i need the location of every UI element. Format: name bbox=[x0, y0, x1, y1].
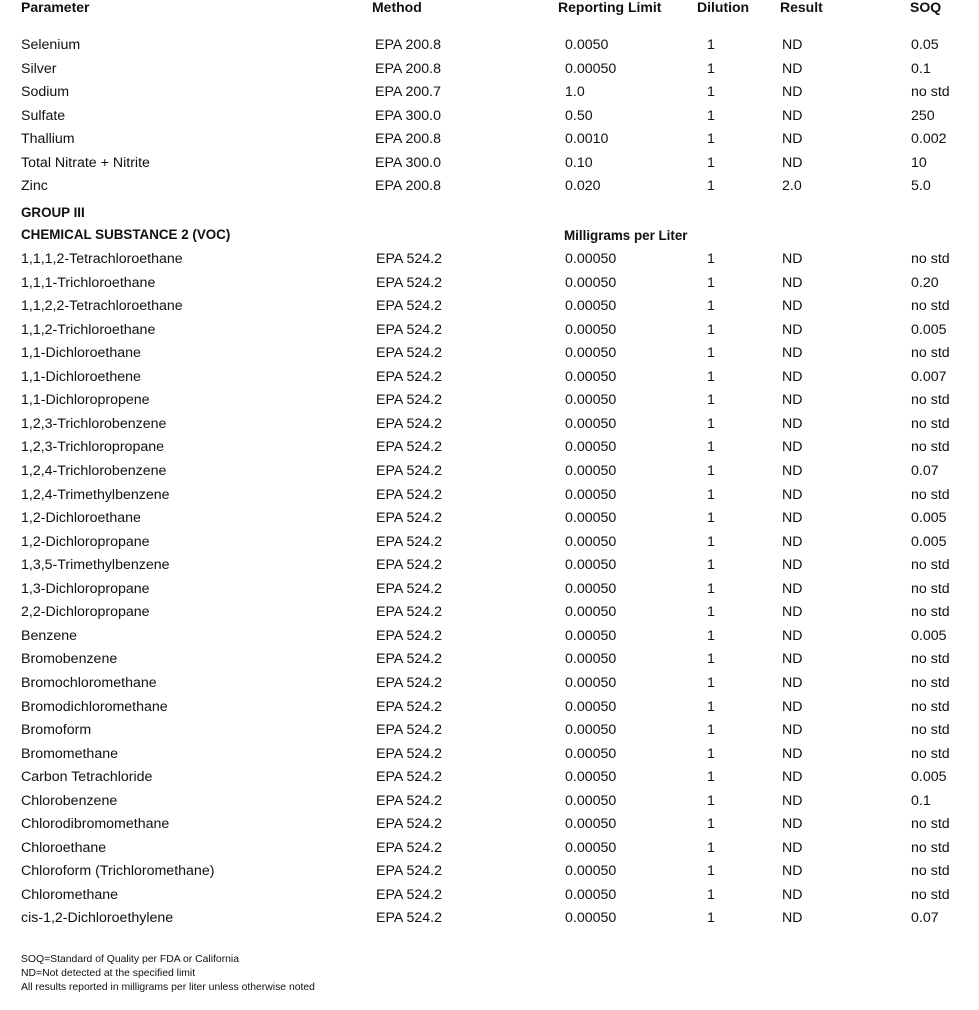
header-dilution: Dilution bbox=[697, 0, 750, 15]
cell-reporting-limit: 0.00050 bbox=[565, 722, 617, 738]
cell-dilution: 1 bbox=[707, 298, 715, 315]
cell-reporting-limit: 0.0010 bbox=[565, 131, 609, 148]
cell-reporting-limit: 0.00050 bbox=[565, 345, 617, 362]
cell-method: EPA 524.2 bbox=[376, 415, 442, 432]
cell-result: ND bbox=[782, 698, 803, 715]
cell-reporting-limit: 0.00050 bbox=[565, 863, 617, 880]
cell-method: EPA 524.2 bbox=[376, 274, 442, 291]
cell-soq: no std bbox=[911, 863, 950, 880]
cell-dilution: 1 bbox=[707, 816, 715, 833]
cell-parameter: 1,1,2,2-Tetrachloroethane bbox=[21, 298, 183, 315]
cell-parameter: Chlorobenzene bbox=[21, 792, 118, 809]
cell-method: EPA 524.2 bbox=[376, 251, 442, 267]
cell-soq: no std bbox=[911, 392, 950, 409]
cell-reporting-limit: 0.00050 bbox=[565, 816, 617, 833]
cell-dilution: 1 bbox=[707, 839, 715, 856]
cell-parameter: 1,2,3-Trichlorobenzene bbox=[21, 415, 167, 432]
cell-result: ND bbox=[782, 463, 803, 479]
cell-parameter: Bromomethane bbox=[21, 745, 118, 762]
cell-reporting-limit: 0.00050 bbox=[565, 604, 617, 621]
table-row bbox=[0, 790, 979, 813]
cell-soq: 0.05 bbox=[911, 37, 939, 53]
table-row bbox=[0, 319, 979, 342]
cell-reporting-limit: 0.00050 bbox=[565, 674, 617, 691]
table-row bbox=[0, 272, 979, 295]
table-row bbox=[0, 625, 979, 648]
cell-parameter: 1,2,4-Trichlorobenzene bbox=[21, 463, 167, 479]
cell-dilution: 1 bbox=[707, 178, 715, 195]
cell-reporting-limit: 0.0050 bbox=[565, 37, 609, 53]
cell-dilution: 1 bbox=[707, 368, 715, 385]
cell-soq: 0.005 bbox=[911, 533, 947, 550]
cell-result: ND bbox=[782, 107, 803, 124]
cell-reporting-limit: 0.00050 bbox=[565, 627, 617, 644]
cell-parameter: Thallium bbox=[21, 131, 75, 148]
cell-soq: no std bbox=[911, 674, 950, 691]
cell-reporting-limit: 0.00050 bbox=[565, 321, 617, 338]
header-parameter: Parameter bbox=[21, 0, 90, 15]
table-row bbox=[0, 413, 979, 436]
cell-parameter: Bromodichloromethane bbox=[21, 698, 168, 715]
cell-result: ND bbox=[782, 533, 803, 550]
cell-result: ND bbox=[782, 251, 803, 267]
cell-soq: 0.07 bbox=[911, 910, 939, 927]
cell-soq: 0.005 bbox=[911, 769, 947, 786]
cell-dilution: 1 bbox=[707, 392, 715, 409]
cell-dilution: 1 bbox=[707, 510, 715, 527]
cell-result: ND bbox=[782, 392, 803, 409]
cell-method: EPA 200.8 bbox=[375, 131, 441, 148]
cell-soq: no std bbox=[911, 816, 950, 833]
cell-dilution: 1 bbox=[707, 863, 715, 880]
cell-method: EPA 524.2 bbox=[376, 345, 442, 362]
cell-method: EPA 524.2 bbox=[376, 745, 442, 762]
cell-result: ND bbox=[782, 486, 803, 503]
cell-dilution: 1 bbox=[707, 674, 715, 691]
cell-reporting-limit: 0.020 bbox=[565, 178, 601, 195]
cell-dilution: 1 bbox=[707, 274, 715, 291]
table-row bbox=[0, 484, 979, 507]
table-row bbox=[0, 531, 979, 554]
cell-method: EPA 524.2 bbox=[376, 886, 442, 903]
cell-method: EPA 524.2 bbox=[376, 651, 442, 668]
cell-soq: 0.007 bbox=[911, 368, 947, 385]
table-row bbox=[0, 554, 979, 577]
cell-dilution: 1 bbox=[707, 84, 715, 101]
cell-dilution: 1 bbox=[707, 745, 715, 762]
cell-result: ND bbox=[782, 722, 803, 738]
unit-label: Milligrams per Liter bbox=[564, 228, 688, 243]
cell-reporting-limit: 0.00050 bbox=[565, 792, 617, 809]
cell-reporting-limit: 0.00050 bbox=[565, 439, 617, 456]
cell-parameter: Bromoform bbox=[21, 722, 92, 738]
table-row bbox=[0, 696, 979, 719]
cell-dilution: 1 bbox=[707, 698, 715, 715]
cell-result: ND bbox=[782, 557, 803, 574]
cell-parameter: Chloroform (Trichloromethane) bbox=[21, 863, 215, 880]
cell-method: EPA 524.2 bbox=[376, 910, 442, 927]
cell-parameter: Selenium bbox=[21, 37, 81, 53]
cell-soq: no std bbox=[911, 345, 950, 362]
cell-parameter: Bromobenzene bbox=[21, 651, 118, 668]
cell-soq: 0.1 bbox=[911, 60, 931, 77]
cell-method: EPA 524.2 bbox=[376, 439, 442, 456]
cell-result: ND bbox=[782, 37, 803, 53]
cell-reporting-limit: 0.00050 bbox=[565, 392, 617, 409]
cell-reporting-limit: 0.00050 bbox=[565, 886, 617, 903]
cell-result: ND bbox=[782, 580, 803, 597]
cell-result: ND bbox=[782, 321, 803, 338]
cell-method: EPA 200.8 bbox=[375, 178, 441, 195]
cell-method: EPA 300.0 bbox=[375, 154, 441, 171]
cell-parameter: Zinc bbox=[21, 178, 48, 195]
cell-result: ND bbox=[782, 368, 803, 385]
cell-method: EPA 200.8 bbox=[375, 60, 441, 77]
cell-parameter: Silver bbox=[21, 60, 57, 77]
table-row bbox=[0, 81, 979, 104]
table-row bbox=[0, 58, 979, 81]
group-heading: GROUP III bbox=[21, 205, 85, 220]
table-row bbox=[0, 34, 979, 57]
cell-dilution: 1 bbox=[707, 321, 715, 338]
table-row bbox=[0, 342, 979, 365]
cell-result: ND bbox=[782, 345, 803, 362]
cell-soq: 0.005 bbox=[911, 627, 947, 644]
cell-reporting-limit: 0.00050 bbox=[565, 769, 617, 786]
cell-dilution: 1 bbox=[707, 107, 715, 124]
cell-reporting-limit: 0.00050 bbox=[565, 274, 617, 291]
table-row bbox=[0, 436, 979, 459]
cell-soq: no std bbox=[911, 604, 950, 621]
cell-parameter: 1,1-Dichloropropene bbox=[21, 392, 150, 409]
cell-parameter: 1,1,1-Trichloroethane bbox=[21, 274, 156, 291]
table-row bbox=[0, 175, 979, 198]
cell-method: EPA 524.2 bbox=[376, 863, 442, 880]
cell-dilution: 1 bbox=[707, 651, 715, 668]
cell-result: ND bbox=[782, 651, 803, 668]
cell-result: ND bbox=[782, 60, 803, 77]
cell-method: EPA 524.2 bbox=[376, 792, 442, 809]
cell-method: EPA 300.0 bbox=[375, 107, 441, 124]
cell-reporting-limit: 0.00050 bbox=[565, 839, 617, 856]
table-row bbox=[0, 884, 979, 907]
cell-parameter: 1,1,1,2-Tetrachloroethane bbox=[21, 251, 183, 267]
cell-result: ND bbox=[782, 769, 803, 786]
cell-method: EPA 524.2 bbox=[376, 321, 442, 338]
cell-result: ND bbox=[782, 745, 803, 762]
cell-result: ND bbox=[782, 298, 803, 315]
cell-dilution: 1 bbox=[707, 769, 715, 786]
cell-soq: no std bbox=[911, 886, 950, 903]
cell-method: EPA 524.2 bbox=[376, 557, 442, 574]
cell-soq: 10 bbox=[911, 154, 927, 171]
cell-method: EPA 524.2 bbox=[376, 769, 442, 786]
cell-method: EPA 524.2 bbox=[376, 580, 442, 597]
cell-reporting-limit: 0.00050 bbox=[565, 298, 617, 315]
cell-result: ND bbox=[782, 674, 803, 691]
cell-soq: 0.1 bbox=[911, 792, 931, 809]
cell-reporting-limit: 0.00050 bbox=[565, 510, 617, 527]
table-row bbox=[0, 507, 979, 530]
table-row bbox=[0, 648, 979, 671]
cell-parameter: 1,1,2-Trichloroethane bbox=[21, 321, 156, 338]
cell-method: EPA 524.2 bbox=[376, 368, 442, 385]
cell-parameter: Sodium bbox=[21, 84, 70, 101]
table-row bbox=[0, 743, 979, 766]
cell-reporting-limit: 0.00050 bbox=[565, 486, 617, 503]
cell-dilution: 1 bbox=[707, 604, 715, 621]
cell-soq: no std bbox=[911, 415, 950, 432]
cell-dilution: 1 bbox=[707, 886, 715, 903]
cell-result: ND bbox=[782, 627, 803, 644]
cell-reporting-limit: 0.00050 bbox=[565, 368, 617, 385]
cell-method: EPA 524.2 bbox=[376, 674, 442, 691]
cell-result: ND bbox=[782, 439, 803, 456]
cell-parameter: 1,3,5-Trimethylbenzene bbox=[21, 557, 170, 574]
cell-parameter: 1,1-Dichloroethene bbox=[21, 368, 141, 385]
cell-reporting-limit: 0.00050 bbox=[565, 60, 617, 77]
table-row bbox=[0, 578, 979, 601]
table-row bbox=[0, 105, 979, 128]
cell-result: 2.0 bbox=[782, 178, 802, 195]
cell-method: EPA 524.2 bbox=[376, 816, 442, 833]
cell-reporting-limit: 0.00050 bbox=[565, 745, 617, 762]
cell-method: EPA 524.2 bbox=[376, 298, 442, 315]
table-row bbox=[0, 460, 979, 483]
cell-soq: 0.005 bbox=[911, 321, 947, 338]
cell-soq: no std bbox=[911, 745, 950, 762]
header-soq: SOQ bbox=[910, 0, 942, 15]
cell-parameter: Carbon Tetrachloride bbox=[21, 769, 153, 786]
cell-soq: 0.20 bbox=[911, 274, 939, 291]
cell-method: EPA 524.2 bbox=[376, 698, 442, 715]
table-row bbox=[0, 601, 979, 624]
cell-parameter: Sulfate bbox=[21, 107, 66, 124]
header-reporting-limit: Reporting Limit bbox=[558, 0, 662, 15]
cell-dilution: 1 bbox=[707, 580, 715, 597]
table-header bbox=[0, 0, 979, 19]
cell-soq: no std bbox=[911, 251, 950, 267]
cell-dilution: 1 bbox=[707, 463, 715, 479]
cell-dilution: 1 bbox=[707, 439, 715, 456]
cell-method: EPA 524.2 bbox=[376, 392, 442, 409]
cell-result: ND bbox=[782, 839, 803, 856]
footnotes bbox=[21, 953, 315, 995]
cell-dilution: 1 bbox=[707, 910, 715, 927]
cell-reporting-limit: 1.0 bbox=[565, 84, 585, 101]
cell-parameter: Bromochloromethane bbox=[21, 674, 157, 691]
cell-parameter: Benzene bbox=[21, 627, 78, 644]
cell-dilution: 1 bbox=[707, 154, 715, 171]
table-row bbox=[0, 248, 979, 271]
cell-reporting-limit: 0.00050 bbox=[565, 651, 617, 668]
cell-soq: no std bbox=[911, 298, 950, 315]
cell-method: EPA 200.7 bbox=[375, 84, 441, 101]
cell-method: EPA 524.2 bbox=[376, 463, 442, 479]
cell-parameter: Total Nitrate + Nitrite bbox=[21, 154, 150, 171]
table-row bbox=[0, 837, 979, 860]
cell-soq: 0.002 bbox=[911, 131, 947, 148]
cell-reporting-limit: 0.50 bbox=[565, 107, 593, 124]
cell-method: EPA 524.2 bbox=[376, 510, 442, 527]
cell-method: EPA 200.8 bbox=[375, 37, 441, 53]
cell-soq: no std bbox=[911, 651, 950, 668]
table-row bbox=[0, 366, 979, 389]
cell-reporting-limit: 0.00050 bbox=[565, 251, 617, 267]
cell-parameter: 1,2,4-Trimethylbenzene bbox=[21, 486, 170, 503]
cell-reporting-limit: 0.00050 bbox=[565, 580, 617, 597]
cell-method: EPA 524.2 bbox=[376, 839, 442, 856]
cell-soq: no std bbox=[911, 84, 950, 101]
cell-dilution: 1 bbox=[707, 60, 715, 77]
cell-parameter: Chlorodibromomethane bbox=[21, 816, 170, 833]
cell-dilution: 1 bbox=[707, 345, 715, 362]
cell-reporting-limit: 0.10 bbox=[565, 154, 593, 171]
cell-reporting-limit: 0.00050 bbox=[565, 910, 617, 927]
cell-result: ND bbox=[782, 510, 803, 527]
cell-parameter: 2,2-Dichloropropane bbox=[21, 604, 150, 621]
cell-dilution: 1 bbox=[707, 251, 715, 267]
cell-method: EPA 524.2 bbox=[376, 604, 442, 621]
table-row bbox=[0, 719, 979, 742]
cell-result: ND bbox=[782, 604, 803, 621]
cell-soq: no std bbox=[911, 580, 950, 597]
table-row bbox=[0, 672, 979, 695]
table-row bbox=[0, 766, 979, 789]
section-title: CHEMICAL SUBSTANCE 2 (VOC) bbox=[21, 227, 231, 242]
cell-parameter: cis-1,2-Dichloroethylene bbox=[21, 910, 174, 927]
cell-soq: no std bbox=[911, 839, 950, 856]
cell-result: ND bbox=[782, 792, 803, 809]
table-row bbox=[0, 907, 979, 930]
cell-result: ND bbox=[782, 816, 803, 833]
cell-result: ND bbox=[782, 274, 803, 291]
cell-reporting-limit: 0.00050 bbox=[565, 557, 617, 574]
table-row bbox=[0, 813, 979, 836]
cell-soq: 5.0 bbox=[911, 178, 931, 195]
header-method: Method bbox=[372, 0, 422, 15]
table-row bbox=[0, 152, 979, 175]
cell-soq: no std bbox=[911, 486, 950, 503]
footnote-nd: ND=Not detected at the specified limit bbox=[21, 968, 196, 979]
cell-dilution: 1 bbox=[707, 415, 715, 432]
cell-parameter: 1,3-Dichloropropane bbox=[21, 580, 150, 597]
table-row bbox=[0, 860, 979, 883]
cell-dilution: 1 bbox=[707, 37, 715, 53]
cell-reporting-limit: 0.00050 bbox=[565, 463, 617, 479]
table-row bbox=[0, 295, 979, 318]
cell-parameter: Chloromethane bbox=[21, 886, 119, 903]
cell-result: ND bbox=[782, 863, 803, 880]
footnote-soq: SOQ=Standard of Quality per FDA or California bbox=[21, 954, 240, 965]
cell-soq: no std bbox=[911, 557, 950, 574]
table-row bbox=[0, 128, 979, 151]
cell-parameter: Chloroethane bbox=[21, 839, 107, 856]
cell-soq: 250 bbox=[911, 107, 935, 124]
cell-parameter: 1,2-Dichloroethane bbox=[21, 510, 141, 527]
cell-dilution: 1 bbox=[707, 486, 715, 503]
cell-result: ND bbox=[782, 415, 803, 432]
cell-dilution: 1 bbox=[707, 557, 715, 574]
cell-result: ND bbox=[782, 131, 803, 148]
cell-soq: no std bbox=[911, 722, 950, 738]
cell-method: EPA 524.2 bbox=[376, 627, 442, 644]
cell-parameter: 1,2,3-Trichloropropane bbox=[21, 439, 165, 456]
cell-dilution: 1 bbox=[707, 792, 715, 809]
footnote-units: All results reported in milligrams per liter unless otherwise noted bbox=[21, 982, 315, 993]
cell-result: ND bbox=[782, 886, 803, 903]
cell-method: EPA 524.2 bbox=[376, 486, 442, 503]
cell-result: ND bbox=[782, 910, 803, 927]
cell-soq: 0.005 bbox=[911, 510, 947, 527]
cell-method: EPA 524.2 bbox=[376, 722, 442, 738]
cell-dilution: 1 bbox=[707, 131, 715, 148]
cell-dilution: 1 bbox=[707, 533, 715, 550]
cell-parameter: 1,1-Dichloroethane bbox=[21, 345, 141, 362]
cell-soq: no std bbox=[911, 698, 950, 715]
cell-result: ND bbox=[782, 154, 803, 171]
cell-dilution: 1 bbox=[707, 722, 715, 738]
cell-result: ND bbox=[782, 84, 803, 101]
cell-reporting-limit: 0.00050 bbox=[565, 415, 617, 432]
header-result: Result bbox=[780, 0, 823, 15]
cell-reporting-limit: 0.00050 bbox=[565, 533, 617, 550]
cell-parameter: 1,2-Dichloropropane bbox=[21, 533, 150, 550]
cell-reporting-limit: 0.00050 bbox=[565, 698, 617, 715]
cell-soq: 0.07 bbox=[911, 463, 939, 479]
table-row bbox=[0, 389, 979, 412]
cell-soq: no std bbox=[911, 439, 950, 456]
cell-method: EPA 524.2 bbox=[376, 533, 442, 550]
cell-dilution: 1 bbox=[707, 627, 715, 644]
